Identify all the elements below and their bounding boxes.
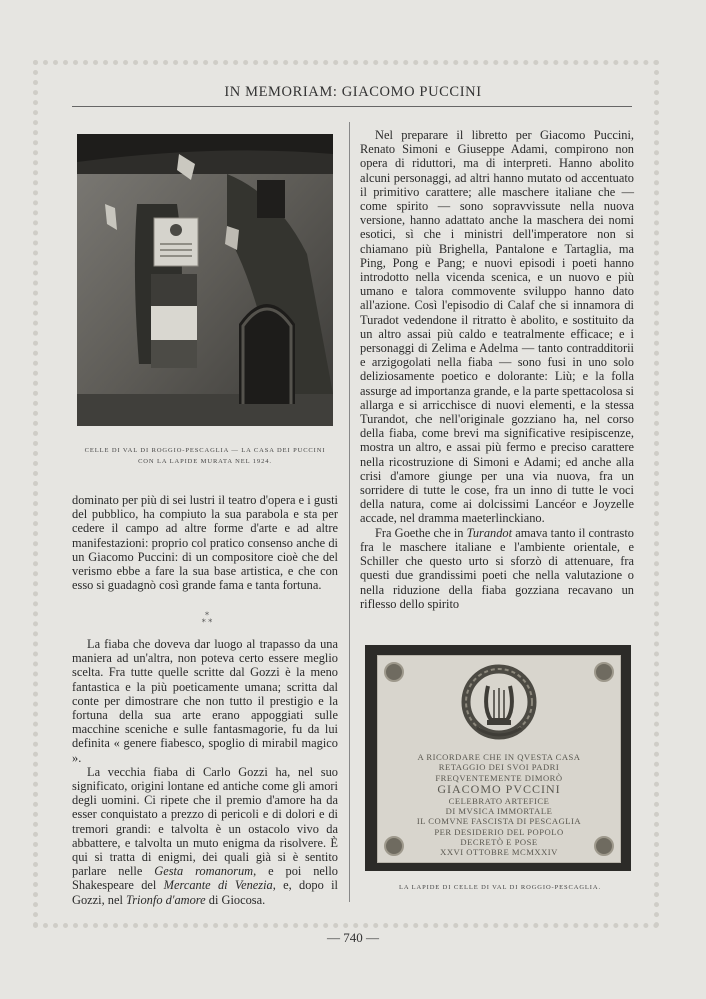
plaque-line: FREQVENTEMENTE DIMORÒ	[435, 772, 563, 783]
column-divider	[349, 122, 350, 902]
right-paragraph-2	[360, 526, 634, 611]
plaque-inscription	[378, 752, 620, 858]
text-run: Fra Goethe che in	[375, 525, 467, 540]
plaque-line: GIACOMO PVCCINI	[437, 781, 561, 796]
plaque-line: RETAGGIO DEI SVOI PADRI	[438, 762, 560, 773]
page-number: — 740 —	[327, 930, 379, 945]
left-paragraph-1: dominato per più di sei lustri il teatro d'opera e i gusti del pubblico, ha compiuto la sua parabola e sta per cedere il campo ad altre forme d'arte e ad altre manifestazioni: proprio col pratico consenso anche di un Giacomo Puccini: di un compositore cioè che del verismo ebbe a fare la sua base artistica, e che con esso si guadagnò così grande fama e tanta fortuna.	[72, 493, 338, 593]
plaque-line: DECRETÒ E POSE	[460, 837, 538, 848]
text-run: amava tanto il contrasto fra le maschere italiane e l'ambiente orientale, e Schiller che questo urto si sforzò di attenuare, fra questi due grandissimi poeti che nella valutazione o nella riduzione della fiaba gozziana recavano un riflesso dello spirito	[360, 525, 634, 611]
lyre-wreath-emblem-icon	[461, 662, 537, 744]
photo-caption-line-1: CELLE DI VAL DI ROGGIO-PESCAGLIA — LA CASA DEI PUCCINI	[84, 447, 326, 454]
left-paragraph-2: La fiaba che doveva dar luogo al trapasso da una maniera ad un'altra, non poteva certo essere meglio scelta. Fra tutte quelle scritte dal Gozzi è la meno fantastica e la più poeticamente umana; scritta dal conte per dimostrare che non tutto il prestigio e la fortuna della sua arte erano appoggiati sulle macchine sceniche e sulle fantasmagorie, fu da lui definita « genere fiabesco, spoglio di mirabil magico ».	[72, 637, 338, 765]
plaque-line: XXVI OTTOBRE MCMXXIV	[440, 847, 558, 858]
plaque-line: DI MVSICA IMMORTALE	[445, 806, 553, 817]
plaque-photo	[365, 645, 631, 871]
plaque-caption: LA LAPIDE DI CELLE DI VAL DI ROGGIO-PESCAGLIA.	[399, 884, 601, 891]
text-run: , e, dopo il Gozzi, nel	[72, 878, 338, 907]
italic-title: Trionfo d'amore	[126, 892, 206, 907]
left-paragraph-3	[72, 765, 338, 907]
section-separator-stars: * * *	[201, 611, 213, 627]
left-column-top	[72, 493, 338, 592]
plaque-line: CELEBRATO ARTEFICE	[448, 795, 550, 806]
text-run: , e poi nello Shakespeare del	[72, 864, 339, 893]
right-column	[360, 128, 634, 611]
right-paragraph-1: Nel preparare il libretto per Giacomo Puccini, Renato Simoni e Giuseppe Adami, compirono non opera di riduttori, ma di interpreti. Hanno abolito alcuni personaggi, ad altri hanno mutato od accentuato il primitivo carattere; alle maschere italiane che — come spirito — sono sopravvissute nella nuova versione, hanno adattato anche la maschera dei nomi esotici, sì che i ministri dell'imperatore non si chiamano più Brighella, Pantalone e Tartaglia, ma Ping, Pong e Pang; e nuovi episodi i poeti hanno introdotto nella vicenda scenica, e un nuovo e più umano e talora commovente sviluppo hanno dato all'azione. Così l'episodio di Calaf che si innamora di Turadot vedendone il ritratto è abolito, e sostituito da un altro assai più caldo e teatralmente efficace; e i personaggi di Zelima e Adelma — tanto contradditorii e arzigogolati nella fiaba — sono fusi in uno solo deliziosamente poetico e dolorante: Liù; e la folla assurge ad importanza grande, e la parte spettacolosa si allarga e si arricchisce di nuovi elementi, e la stessa Turandot, che nell'originale gozziano ha, nel corso della fiaba, come brevi ma significative resipiscenze, mostra un altro, e assai più fermo e preciso carattere nella ricostruzione di Simoni e Adami; ed anche alla crisi d'amore giunge per una via nuova, fra un sorridere di tutte le cose, fra un inno di tutte le voci della natura, come ai dolcissimi Lancéor e Joyzelle accade, nel dramma maeterlinckiano.	[360, 128, 634, 526]
rosette-icon	[594, 662, 614, 682]
plaque-line: A RICORDARE CHE IN QVESTA CASA	[417, 752, 581, 762]
italic-title: Mercante di Venezia	[163, 878, 273, 893]
memorial-plaque	[377, 655, 621, 863]
house-photo	[77, 134, 333, 426]
rosette-icon	[384, 662, 404, 682]
photo-caption	[72, 445, 338, 467]
text-run: di Giocosa.	[205, 892, 266, 907]
italic-title: Gesta romanorum	[154, 864, 254, 879]
italic-title: Turandot	[466, 525, 513, 540]
left-column-bottom	[72, 637, 338, 907]
plaque-line: PER DESIDERIO DEL POPOLO	[434, 826, 564, 837]
text-run: La vecchia fiaba di Carlo Gozzi ha, nel suo significato, origini lontane ed antiche come gli amori degli uomini. Ci ripete che il premio d'amore ha da esser conquistato a prezzo di pericoli e di dolori e di tremori grandi: e talvolta è un ostacolo vivo da abbattere, e talvolta un muto enigma da risolvere. È qui si tratta di enigmi, dei quali già si è sentito parlare nelle	[72, 764, 338, 879]
page-title: IN MEMORIAM: GIACOMO PUCCINI	[224, 84, 482, 100]
header-rule	[72, 106, 632, 107]
photo-caption-line-2: CON LA LAPIDE MURATA NEL 1924.	[138, 458, 272, 465]
plaque-line: IL COMVNE FASCISTA DI PESCAGLIA	[416, 816, 582, 827]
